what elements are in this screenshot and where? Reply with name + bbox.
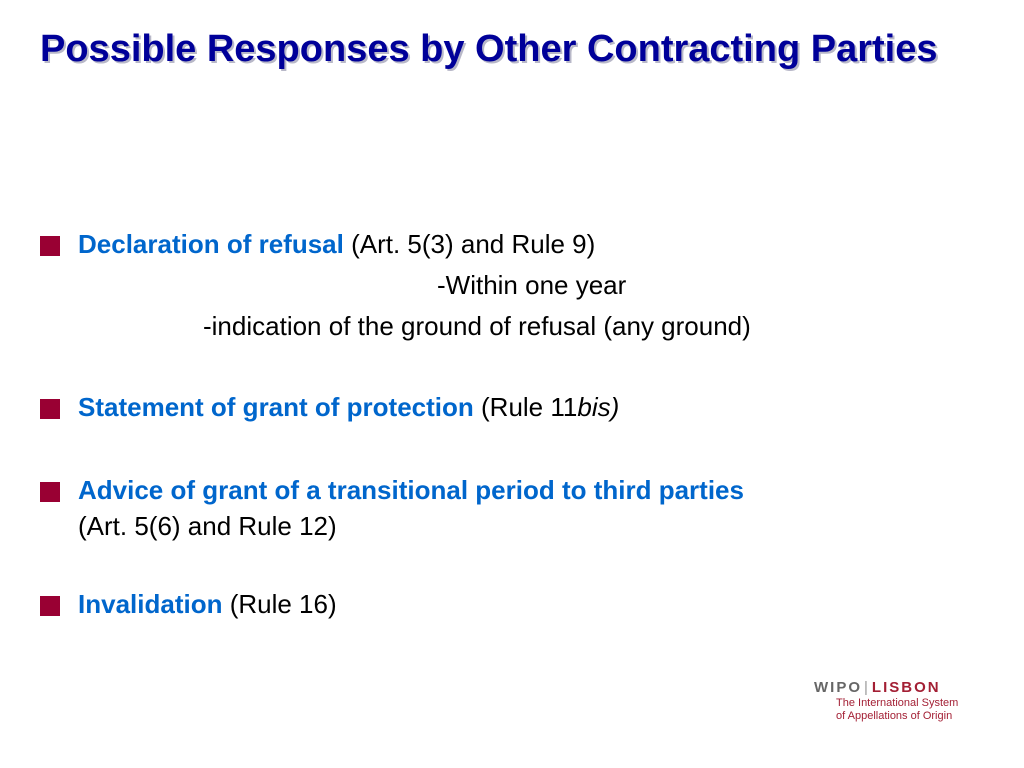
bullet-text (78, 389, 984, 425)
square-bullet-icon (40, 399, 60, 419)
sub-line-within-one-year: -Within one year (437, 270, 627, 300)
bullet-highlight: Advice of grant of a transitional period to third parties (78, 475, 744, 505)
bullet-highlight: Invalidation (78, 589, 223, 619)
bullet-text (78, 472, 984, 544)
logo-wipo: WIPO (814, 679, 862, 696)
bullet-advice-of-grant (40, 472, 984, 544)
logo-separator: | (864, 679, 870, 696)
bullet-reference: (Rule 16) (222, 589, 337, 619)
logo-subtitle-line1: The International System (836, 697, 959, 709)
square-bullet-icon (40, 482, 60, 502)
bullet-text (78, 226, 984, 262)
square-bullet-icon (40, 596, 60, 616)
logo-subtitle-line2: of Appellations of Origin (836, 710, 953, 722)
bullet-highlight: Declaration of refusal (78, 229, 344, 259)
logo-wordmark (814, 679, 974, 697)
square-bullet-icon (40, 236, 60, 256)
bullet-text (78, 586, 984, 622)
bullet-highlight: Statement of grant of protection (78, 392, 474, 422)
bullet-reference: (Art. 5(3) and Rule 9) (343, 229, 596, 259)
bullet-reference-italic: bis) (577, 392, 620, 422)
logo-lisbon: LISBON (871, 679, 941, 696)
bullet-invalidation (40, 586, 984, 622)
slide-title: Possible Responses by Other Contracting Parties (40, 28, 938, 70)
bullet-reference: (Art. 5(6) and Rule 12) (78, 511, 337, 541)
bullet-declaration-of-refusal (40, 226, 984, 262)
bullet-statement-of-grant (40, 389, 984, 425)
bullet-reference: (Rule 11 (473, 392, 578, 422)
sub-line-ground-of-refusal: -indication of the ground of refusal (any ground) (203, 311, 751, 341)
wipo-lisbon-logo (814, 679, 974, 723)
